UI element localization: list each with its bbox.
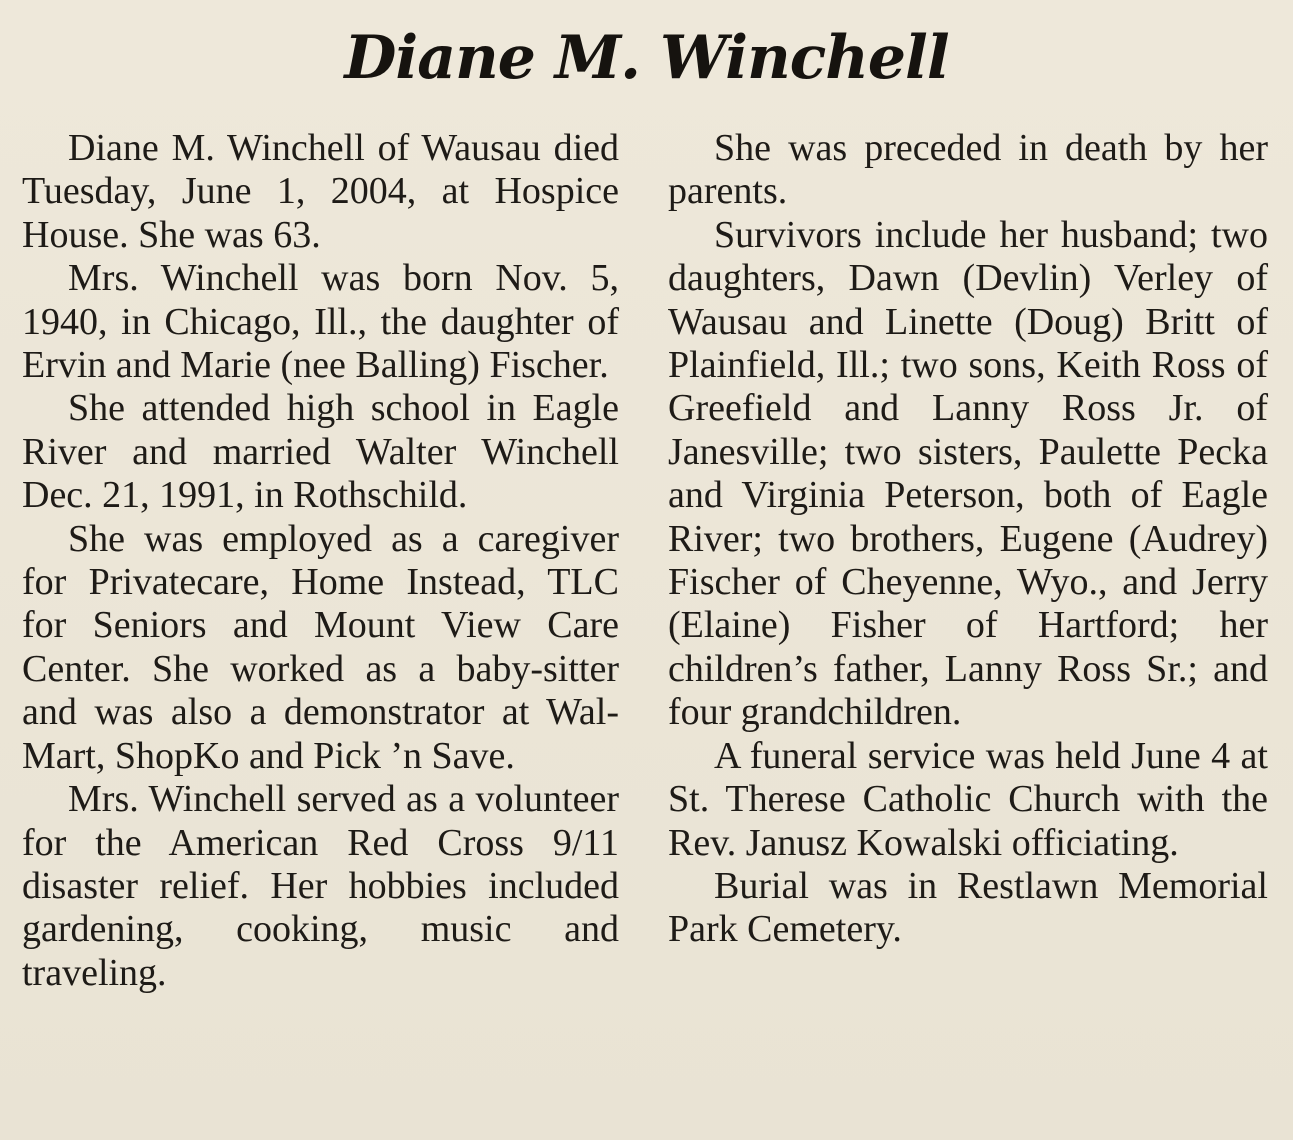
obituary-headline: Diane M. Winchell [344, 23, 949, 93]
paragraph-burial: Burial was in Restlawn Memorial Park Cemetery. [668, 864, 1268, 951]
paragraph-marriage: She attended high school in Eagle River and married Walter Winchell Dec. 21, 1991, in Rothschild. [22, 387, 619, 517]
right-column [668, 127, 1268, 952]
paragraph-birth: Mrs. Winchell was born Nov. 5, 1940, in Chicago, Ill., the daughter of Ervin and Marie (nee Balling) Fischer. [22, 257, 619, 387]
paragraph-survivors: Survivors include her husband; two daughters, Dawn (Devlin) Verley of Wausau and Linette (Doug) Britt of Plainfield, Ill.; two sons, Keith Ross of Greefield and Lanny Ross Jr. of Janesville; two sisters, Paulette Pecka and Virginia Peterson, both of Eagle River; two brothers, Eugene (Audrey) Fischer of Cheyenne, Wyo., and Jerry (Elaine) Fisher of Hartford; her children’s father, Lanny Ross Sr.; and four grandchildren. [668, 213, 1268, 734]
paragraph-volunteer-hobbies: Mrs. Winchell served as a volunteer for the American Red Cross 9/11 disaster relief. Her hobbies included gardening, cooking, music and traveling. [22, 778, 619, 994]
paragraph-funeral: A funeral service was held June 4 at St. Therese Catholic Church with the Rev. Janusz Kowalski officiating. [668, 734, 1268, 864]
paragraph-death-notice: Diane M. Winchell of Wausau died Tuesday, June 1, 2004, at Hospice House. She was 63. [22, 127, 619, 256]
left-column [22, 127, 619, 995]
paragraph-preceded: She was preceded in death by her parents. [668, 127, 1268, 213]
paragraph-employment: She was employed as a caregiver for Privatecare, Home Instead, TLC for Seniors and Mount View Care Center. She worked as a baby-sitter and was also a demonstrator at Wal-Mart, ShopKo and Pick ’n Save. [22, 517, 619, 777]
